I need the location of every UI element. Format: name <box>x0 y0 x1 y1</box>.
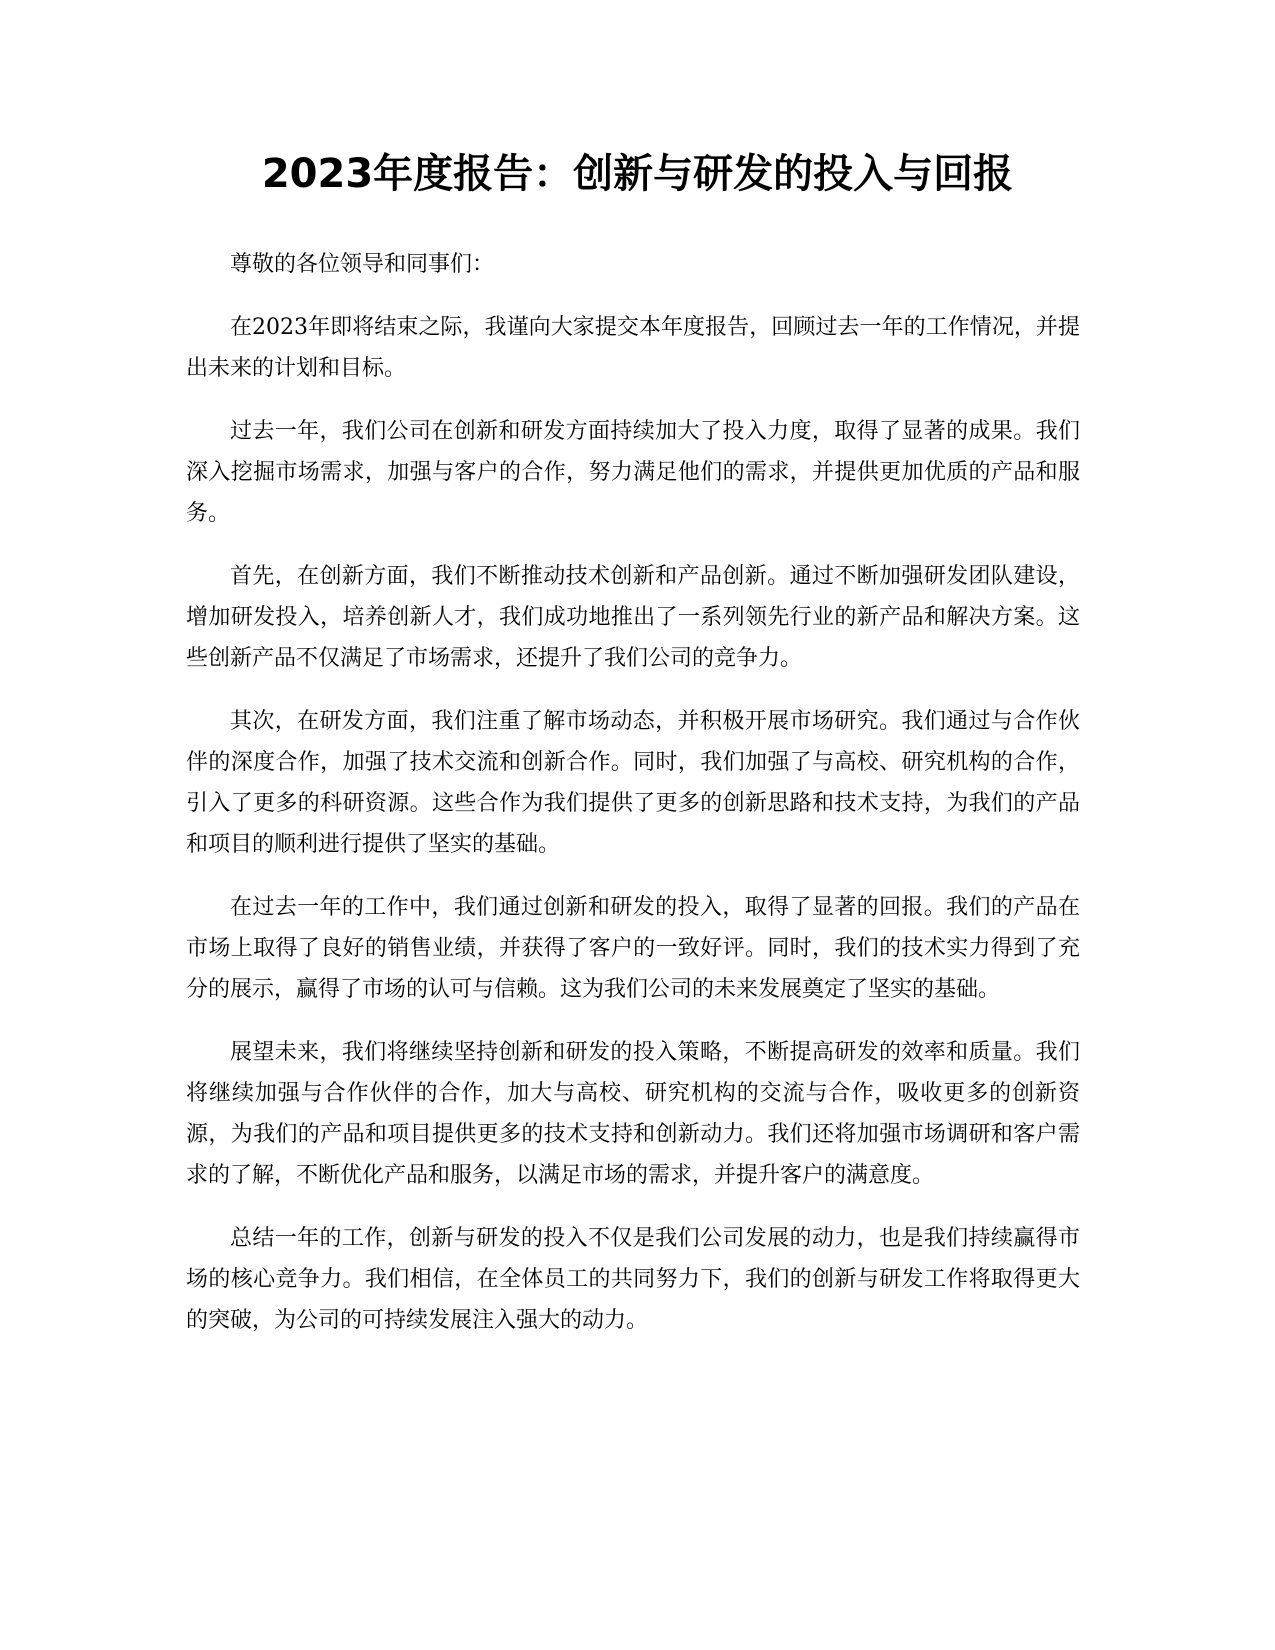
paragraph-summary: 总结一年的工作，创新与研发的投入不仅是我们公司发展的动力，也是我们持续赢得市场的核心竞争力。我们相信，在全体员工的共同努力下，我们的创新与研发工作将取得更大的突破，为公司的可持续发展注入强大的动力。 <box>186 1226 1080 1333</box>
document-body <box>186 244 1080 1363</box>
paragraph-returns: 在过去一年的工作中，我们通过创新和研发的投入，取得了显著的回报。我们的产品在市场上取得了良好的销售业绩，并获得了客户的一致好评。同时，我们的技术实力得到了充分的展示，赢得了市场的认可与信赖。这为我们公司的未来发展奠定了坚实的基础。 <box>186 895 1080 1002</box>
paragraph-innovation: 首先，在创新方面，我们不断推动技术创新和产品创新。通过不断加强研发团队建设，增加研发投入，培养创新人才，我们成功地推出了一系列领先行业的新产品和解决方案。这些创新产品不仅满足了市场需求，还提升了我们公司的竞争力。 <box>186 564 1080 671</box>
paragraph-research: 其次，在研发方面，我们注重了解市场动态，并积极开展市场研究。我们通过与合作伙伴的深度合作，加强了技术交流和创新合作。同时，我们加强了与高校、研究机构的合作，引入了更多的科研资源。这些合作为我们提供了更多的创新思路和技术支持，为我们的产品和项目的顺利进行提供了坚实的基础。 <box>186 709 1080 857</box>
paragraph-intro: 在2023年即将结束之际，我谨向大家提交本年度报告，回顾过去一年的工作情况，并提出未来的计划和目标。 <box>186 315 1080 381</box>
paragraph-overview: 过去一年，我们公司在创新和研发方面持续加大了投入力度，取得了显著的成果。我们深入挖掘市场需求，加强与客户的合作，努力满足他们的需求，并提供更加优质的产品和服务。 <box>186 419 1080 526</box>
document-title: 2023年度报告：创新与研发的投入与回报 <box>261 151 1014 197</box>
paragraph-outlook: 展望未来，我们将继续坚持创新和研发的投入策略，不断提高研发的效率和质量。我们将继续加强与合作伙伴的合作，加大与高校、研究机构的交流与合作，吸收更多的创新资源，为我们的产品和项目提供更多的技术支持和创新动力。我们还将加强市场调研和客户需求的了解，不断优化产品和服务，以满足市场的需求，并提升客户的满意度。 <box>186 1040 1080 1188</box>
paragraph-salutation: 尊敬的各位领导和同事们： <box>230 252 495 277</box>
